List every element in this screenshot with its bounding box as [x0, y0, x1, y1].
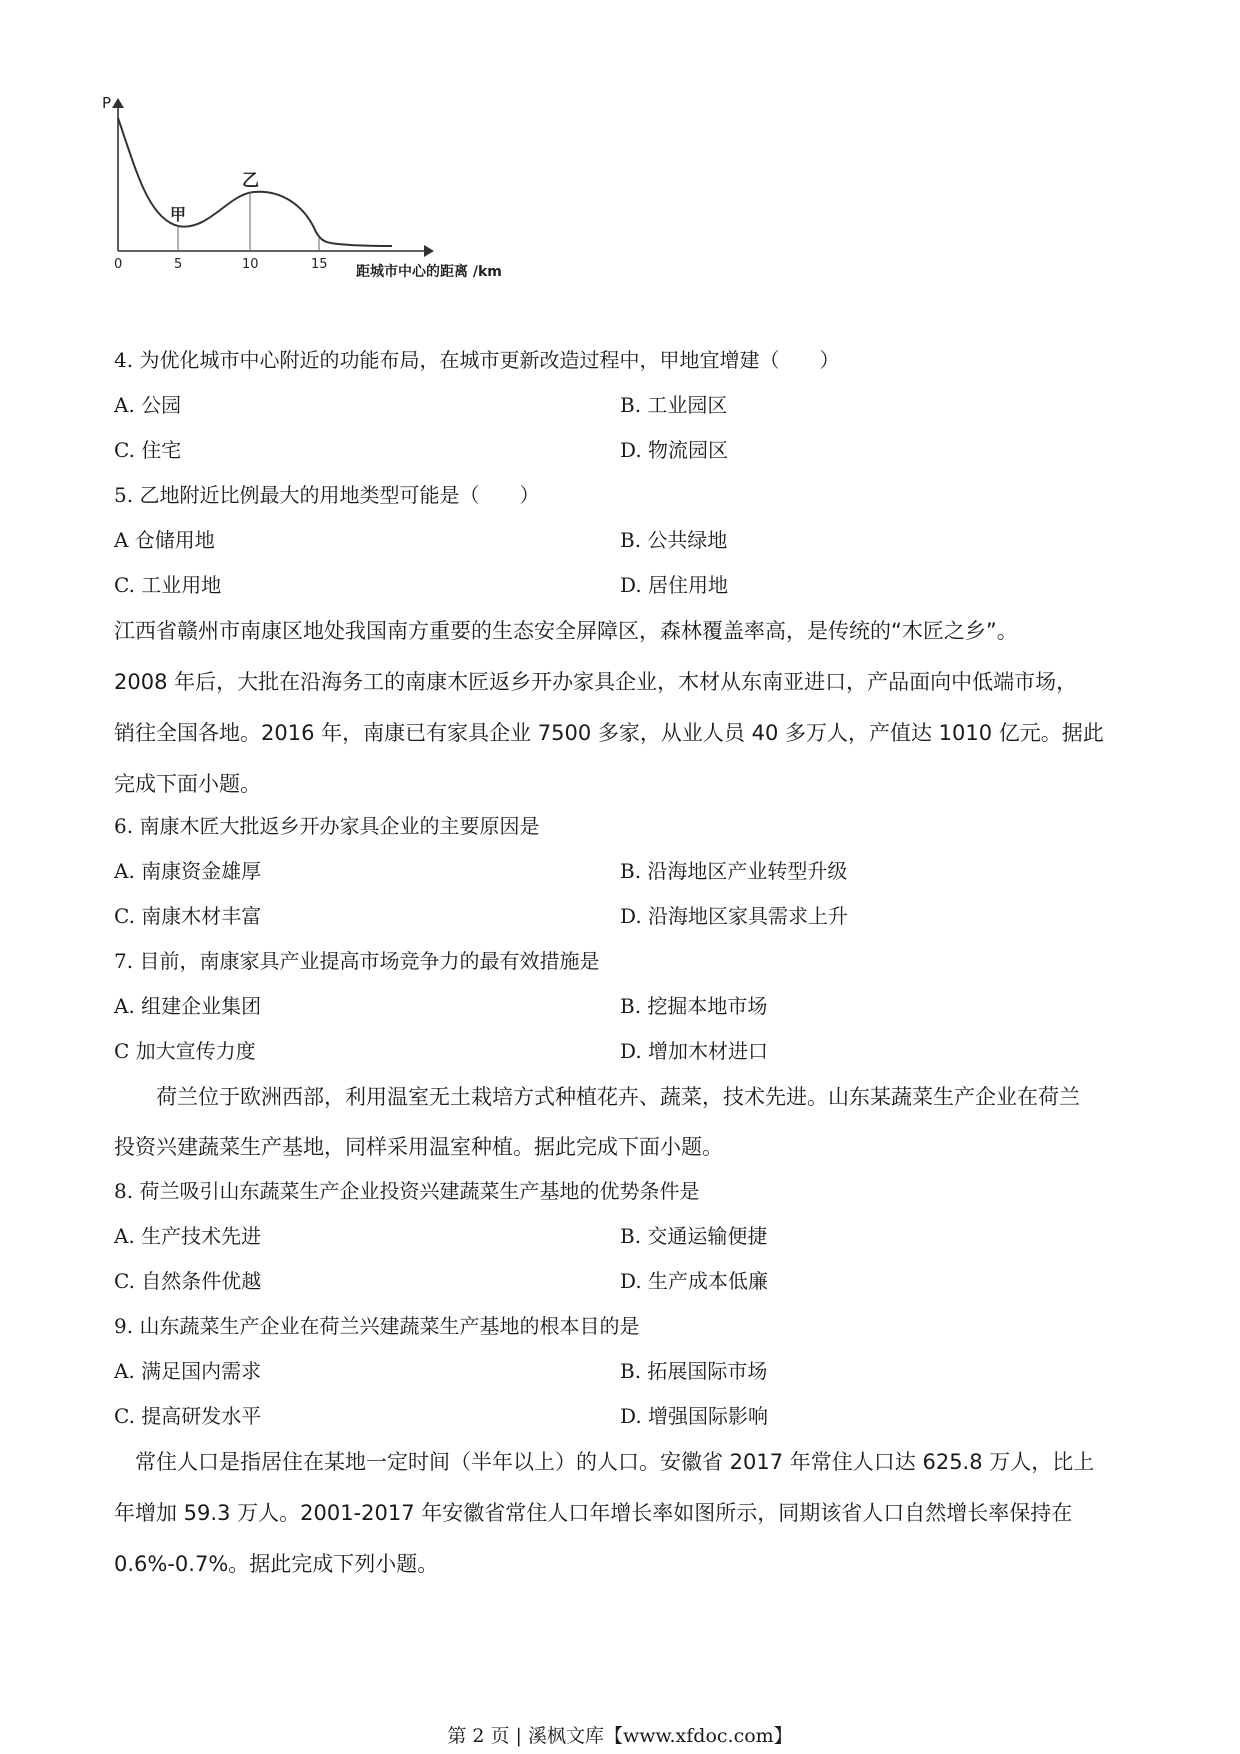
question-8-option-d: D. 生产成本低廉: [620, 1269, 769, 1293]
question-7-option-b: B. 挖掘本地市场: [620, 994, 768, 1018]
question-8-option-a: A. 生产技术先进: [114, 1224, 262, 1248]
passage-1-line-3: 销往全国各地。2016 年，南康已有家具企业 7500 多家，从业人员 40 多万人，产值达 1010 亿元。据此: [114, 721, 1104, 745]
passage-1-line-2: 2008 年后，大批在沿海务工的南康木匠返乡开办家具企业，木材从东南亚进口，产品面向中低端市场，: [114, 670, 1078, 694]
x-axis-label: 距城市中心的距离 /km: [356, 264, 502, 280]
distance-curve-graph: [102, 94, 568, 320]
question-5-stem: 5. 乙地附近比例最大的用地类型可能是（ ）: [114, 483, 540, 507]
question-7-option-d: D. 增加木材进口: [620, 1039, 769, 1063]
x-tick-0: 0: [114, 257, 123, 272]
passage-2-line-2: 投资兴建蔬菜生产基地，同样采用温室种植。据此完成下面小题。: [114, 1135, 723, 1159]
question-8-option-c: C. 自然条件优越: [114, 1269, 262, 1293]
question-8-option-b: B. 交通运输便捷: [620, 1224, 768, 1248]
land-price-figure: [102, 94, 568, 320]
page-footer: 第 2 页 | 溪枫文库【www.xfdoc.com】: [447, 1725, 793, 1747]
x-axis-arrow: [424, 245, 434, 257]
question-7-stem: 7. 目前，南康家具产业提高市场竞争力的最有效措施是: [114, 949, 600, 973]
question-9-stem: 9. 山东蔬菜生产企业在荷兰兴建蔬菜生产基地的根本目的是: [114, 1314, 640, 1338]
point-jia-label: 甲: [170, 205, 187, 224]
x-tick-5: 5: [174, 257, 183, 272]
question-6-option-b: B. 沿海地区产业转型升级: [620, 859, 848, 883]
question-5-option-c: C. 工业用地: [114, 573, 222, 597]
question-4-option-b: B. 工业园区: [620, 393, 728, 417]
y-axis-label: P: [102, 94, 112, 112]
question-9-option-b: B. 拓展国际市场: [620, 1359, 768, 1383]
question-4-option-c: C. 住宅: [114, 438, 182, 462]
question-7-option-c: C 加大宣传力度: [114, 1039, 256, 1063]
question-4-option-d: D. 物流园区: [620, 438, 729, 462]
y-axis-arrow: [112, 98, 124, 108]
passage-3-line-2: 年增加 59.3 万人。2001-2017 年安徽省常住人口年增长率如图所示，同期该省人口自然增长率保持在: [114, 1501, 1073, 1525]
passage-2-line-1: 荷兰位于欧洲西部，利用温室无土栽培方式种植花卉、蔬菜，技术先进。山东某蔬菜生产企业在荷兰: [114, 1085, 1080, 1109]
question-6-option-d: D. 沿海地区家具需求上升: [620, 904, 849, 928]
question-6-stem: 6. 南康木匠大批返乡开办家具企业的主要原因是: [114, 814, 540, 838]
question-5-option-d: D. 居住用地: [620, 573, 729, 597]
passage-3-line-1: 常住人口是指居住在某地一定时间（半年以上）的人口。安徽省 2017 年常住人口达 625.8 万人，比上: [114, 1450, 1095, 1474]
x-tick-15: 15: [311, 257, 328, 272]
x-tick-10: 10: [242, 257, 259, 272]
question-7-option-a: A. 组建企业集团: [114, 994, 262, 1018]
question-6-option-c: C. 南康木材丰富: [114, 904, 262, 928]
question-8-stem: 8. 荷兰吸引山东蔬菜生产企业投资兴建蔬菜生产基地的优势条件是: [114, 1179, 700, 1203]
question-5-option-b: B. 公共绿地: [620, 528, 728, 552]
question-9-option-d: D. 增强国际影响: [620, 1404, 769, 1428]
passage-1-line-4: 完成下面小题。: [114, 772, 261, 796]
question-4-stem: 4. 为优化城市中心附近的功能布局，在城市更新改造过程中，甲地宜增建（ ）: [114, 348, 840, 372]
point-yi-label: 乙: [242, 171, 259, 191]
passage-1-line-1: 江西省赣州市南康区地处我国南方重要的生态安全屏障区，森林覆盖率高，是传统的“木匠之乡”。: [114, 619, 1018, 643]
question-5-option-a: A 仓储用地: [114, 528, 215, 552]
question-6-option-a: A. 南康资金雄厚: [114, 859, 262, 883]
question-9-option-a: A. 满足国内需求: [114, 1359, 262, 1383]
question-4-option-a: A. 公园: [114, 393, 182, 417]
passage-3-line-3: 0.6%-0.7%。据此完成下列小题。: [114, 1552, 439, 1576]
question-9-option-c: C. 提高研发水平: [114, 1404, 262, 1428]
